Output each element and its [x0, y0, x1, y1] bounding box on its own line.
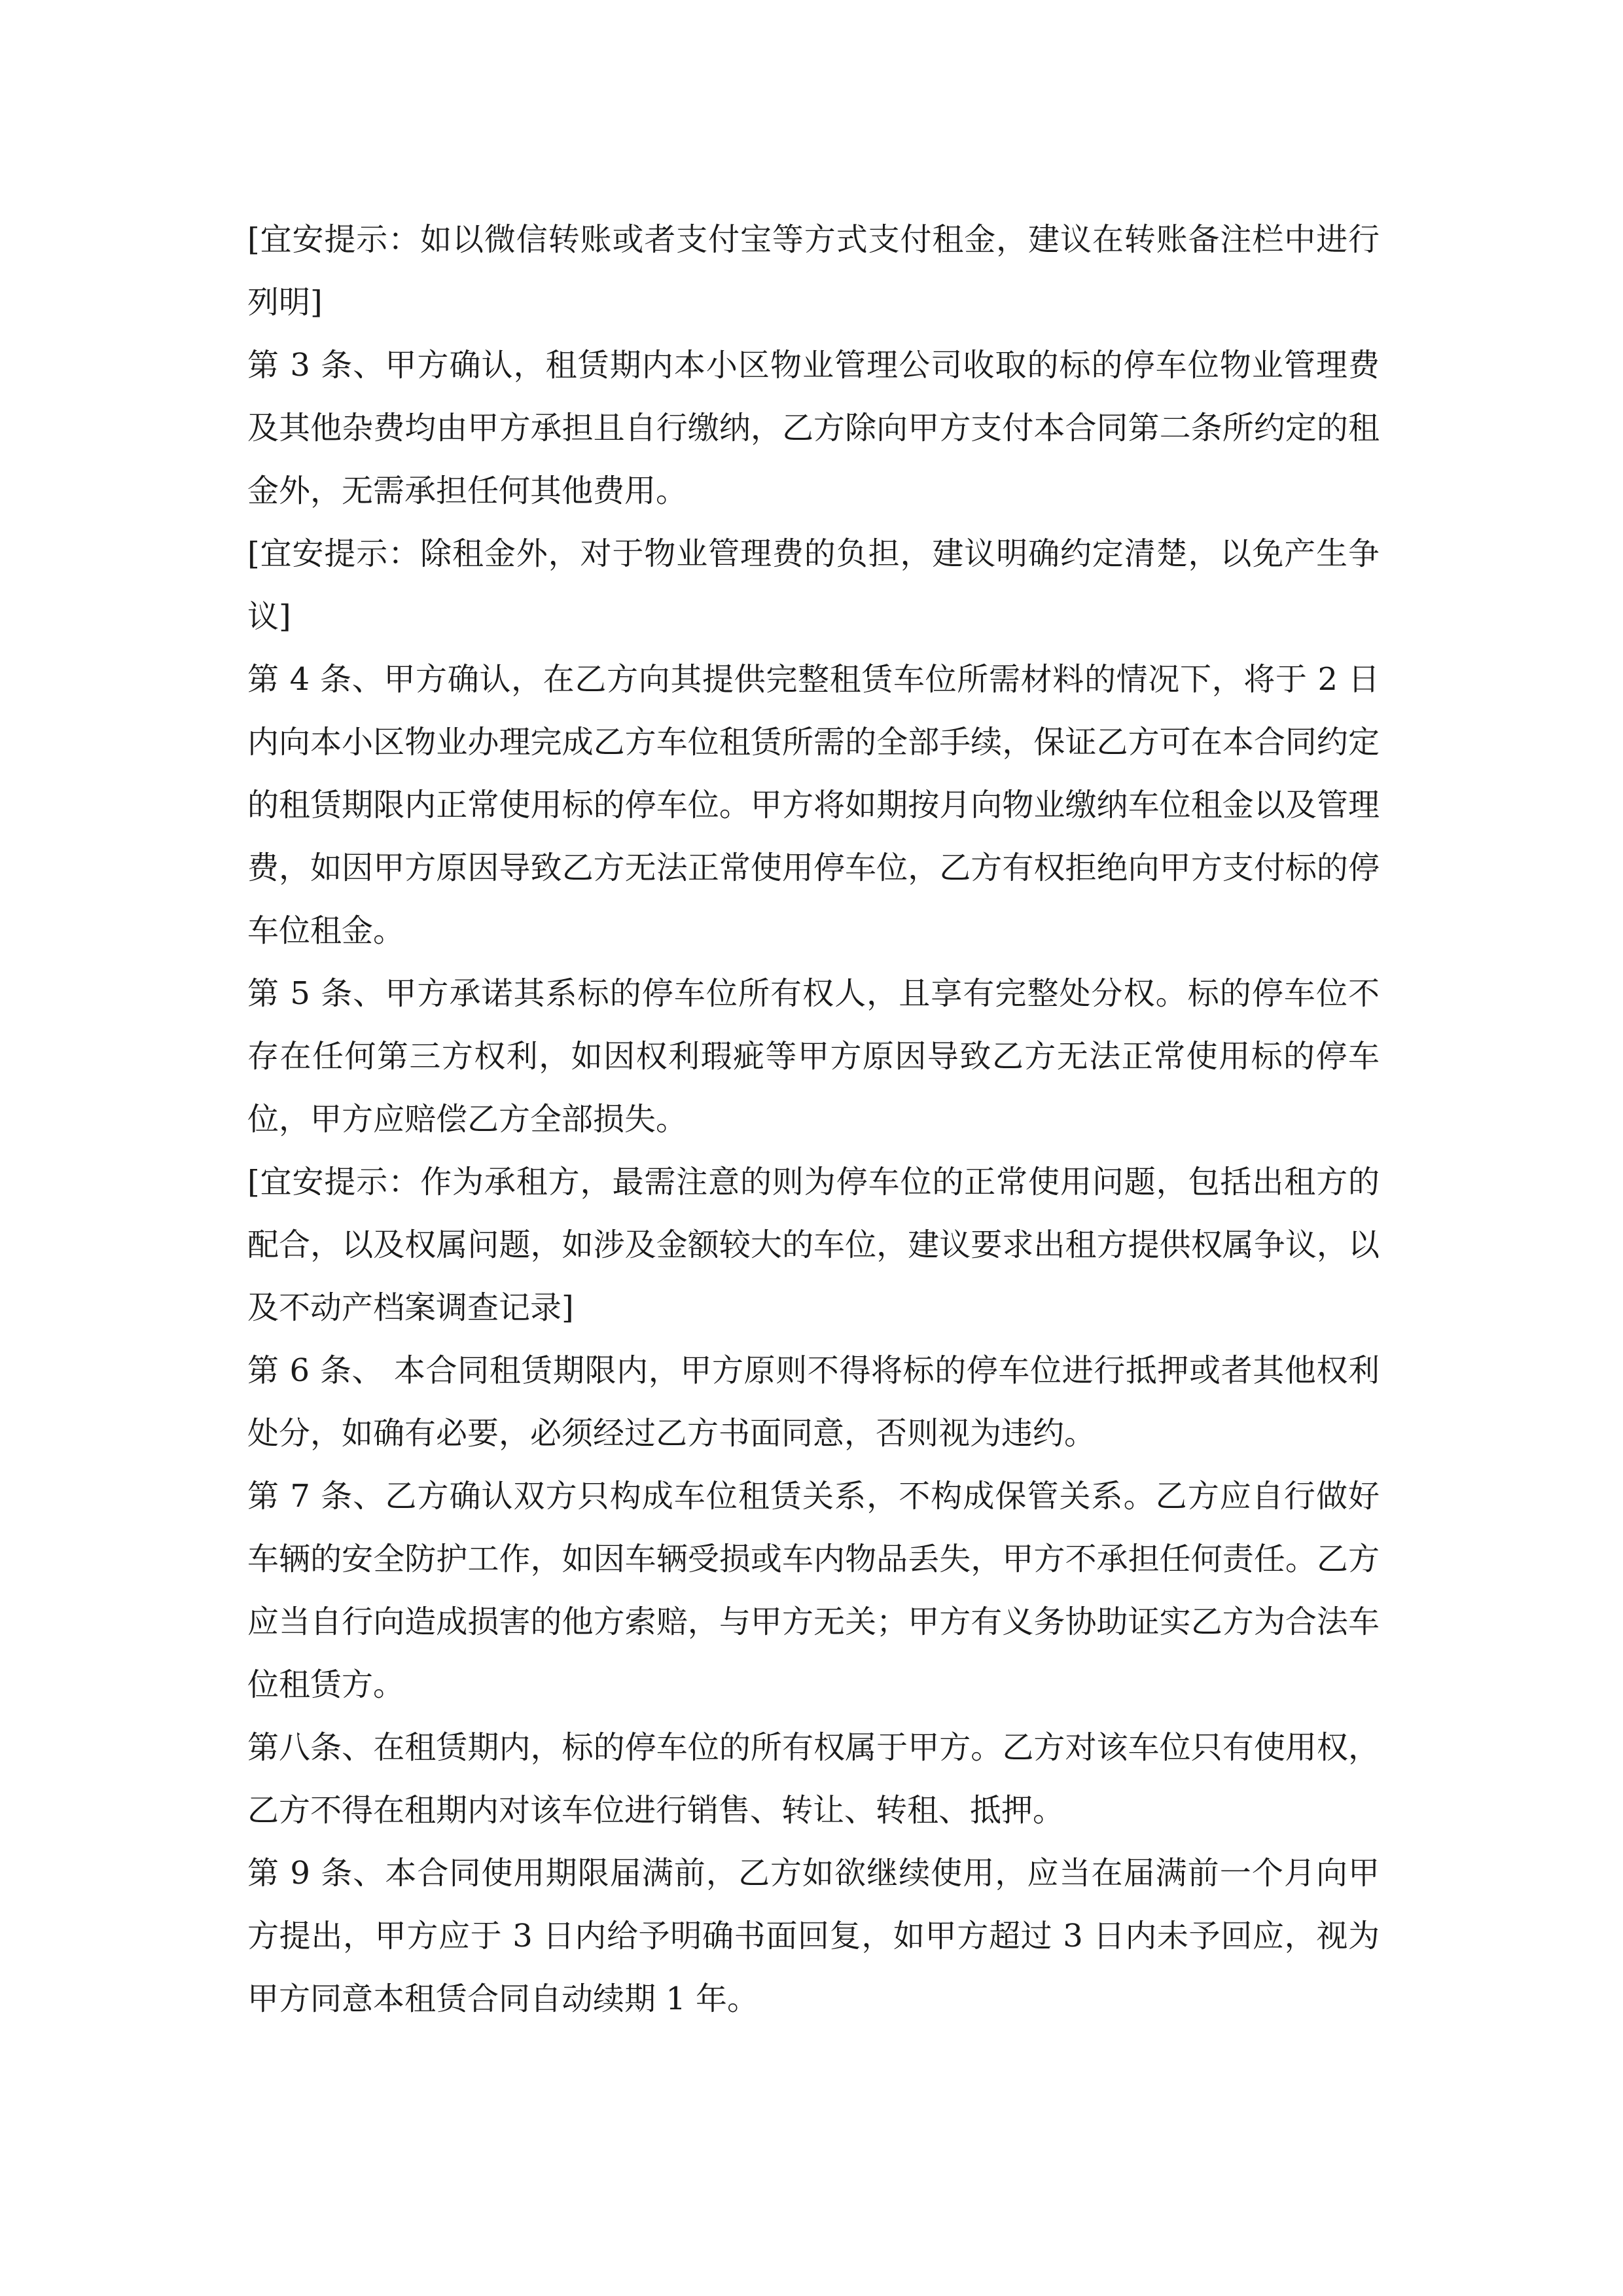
article-8-rights: 第八条、在租赁期内，标的停车位的所有权属于甲方。乙方对该车位只有使用权，乙方不得在租期内对该车位进行销售、转让、转租、抵押。 [247, 1729, 1380, 1829]
article-6-mortgage: 第 6 条、 本合同租赁期限内，甲方原则不得将标的停车位进行抵押或者其他权利处分，如确有必要，必须经过乙方书面同意，否则视为违约。 [247, 1352, 1380, 1452]
article-5-ownership: 第 5 条、甲方承诺其系标的停车位所有权人，且享有完整处分权。标的停车位不存在任何第三方权利，如因权利瑕疵等甲方原因导致乙方无法正常使用标的停车位，甲方应赔偿乙方全部损失。 [247, 975, 1380, 1138]
contract-text-body [247, 208, 1380, 2030]
article-3-fees: 第 3 条、甲方确认，租赁期内本小区物业管理公司收取的标的停车位物业管理费及其他杂费均由甲方承担且自行缴纳，乙方除向甲方支付本合同第二条所约定的租金外，无需承担任何其他费用。 [247, 347, 1380, 509]
tip-ownership-check: [宜安提示：作为承租方，最需注意的则为停车位的正常使用问题，包括出租方的配合，以及权属问题，如涉及金额较大的车位，建议要求出租方提供权属争议，以及不动产档案调查记录] [247, 1164, 1380, 1326]
tip-payment-note: [宜安提示：如以微信转账或者支付宝等方式支付租金，建议在转账备注栏中进行列明] [247, 221, 1380, 321]
article-9-renewal: 第 9 条、本合同使用期限届满前，乙方如欲继续使用，应当在届满前一个月向甲方提出，甲方应于 3 日内给予明确书面回复，如甲方超过 3 日内未予回应，视为甲方同意本租赁合同自动续期 1 年。 [247, 1855, 1380, 2017]
article-4-procedures: 第 4 条、甲方确认，在乙方向其提供完整租赁车位所需材料的情况下，将于 2 日内向本小区物业办理完成乙方车位租赁所需的全部手续，保证乙方可在本合同约定的租赁期限内正常使用标的停车位。甲方将如期按月向物业缴纳车位租金以及管理费，如因甲方原因导致乙方无法正常使用停车位，乙方有权拒绝向甲方支付标的停车位租金。 [247, 661, 1380, 949]
article-7-relationship: 第 7 条、乙方确认双方只构成车位租赁关系，不构成保管关系。乙方应自行做好车辆的安全防护工作，如因车辆受损或车内物品丢失，甲方不承担任何责任。乙方应当自行向造成损害的他方索赔，与甲方无关；甲方有义务协助证实乙方为合法车位租赁方。 [247, 1478, 1380, 1703]
tip-management-fee: [宜安提示：除租金外，对于物业管理费的负担，建议明确约定清楚，以免产生争议] [247, 535, 1380, 635]
